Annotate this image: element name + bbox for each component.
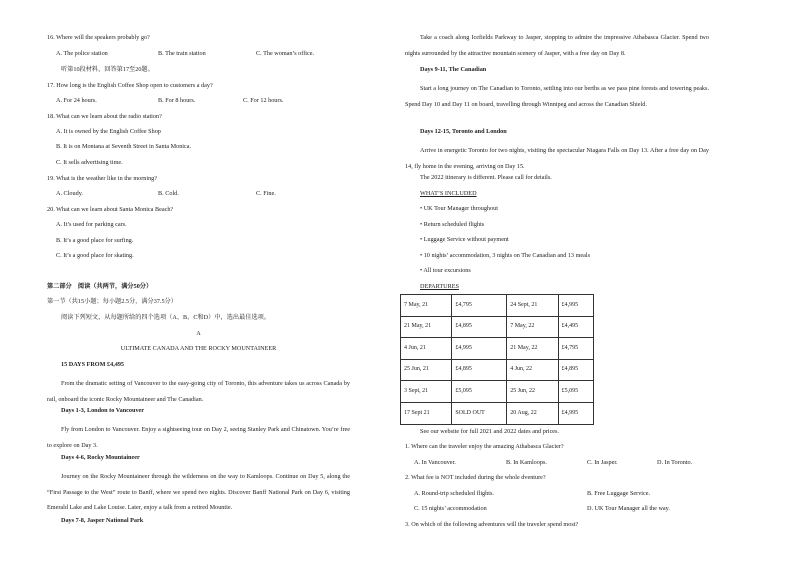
departure-date: 25 Jun, 22 bbox=[507, 381, 558, 403]
q18-option-a: A. It is owned by the English Coffee Shop bbox=[56, 128, 161, 135]
included-item: • Luggage Service without payment bbox=[420, 236, 509, 243]
included-item: • UK Tour Manager throughout bbox=[420, 205, 498, 212]
question-18: 18. What can we learn about the radio station? bbox=[47, 113, 162, 120]
website-note: See our website for full 2021 and 2022 dates and prices. bbox=[420, 428, 560, 435]
part-two-heading: 第二部分 阅读（共两节，满分50分） bbox=[47, 283, 153, 290]
q1-option-d: D. In Toronto. bbox=[657, 459, 693, 466]
table-row bbox=[401, 316, 594, 338]
table-row bbox=[401, 338, 594, 360]
question-20: 20. What can we learn about Santa Monica Beach? bbox=[47, 206, 174, 213]
departure-price: £4,495 bbox=[558, 316, 593, 338]
question-1: 1. Where can the traveler enjoy the amazing Athabasca Glacier? bbox=[405, 443, 564, 450]
table-row bbox=[401, 359, 594, 381]
days-from-price: 15 DAYS FROM £4,495 bbox=[61, 361, 125, 368]
q20-option-b: B. It’s a good place for surfing. bbox=[56, 237, 134, 244]
q16-option-b: B. The train station bbox=[158, 50, 206, 57]
departure-date: 17 Sept 21 bbox=[401, 402, 452, 424]
table-row bbox=[401, 381, 594, 403]
days-7-8-heading: Days 7-8, Jasper National Park bbox=[61, 517, 144, 524]
q19-option-b: B. Cold. bbox=[158, 190, 179, 197]
departure-price: £4,995 bbox=[558, 402, 593, 424]
days-1-3-paragraph: Fly from London to Vancouver. Enjoy a sightseeing tour on Day 2, seeing Stanley Park and Chinatown. You’re free to explore on Day 3. bbox=[47, 426, 350, 449]
departure-price: £4,895 bbox=[558, 359, 593, 381]
q1-option-b: B. In Kamloops. bbox=[506, 459, 547, 466]
departure-date: 20 Aug, 22 bbox=[507, 402, 558, 424]
passage-title: ULTIMATE CANADA AND THE ROCKY MOUNTAINEER bbox=[120, 345, 277, 352]
departure-price: £4,795 bbox=[452, 295, 507, 317]
itinerary-note: The 2022 itinerary is different. Please call for details. bbox=[420, 174, 552, 181]
q18-option-b: B. It is on Montana at Seventh Street in Santa Monica. bbox=[56, 143, 192, 150]
question-16: 16. Where will the speakers probably go? bbox=[47, 34, 150, 41]
table-row bbox=[401, 402, 594, 424]
departure-date: 7 May, 22 bbox=[507, 316, 558, 338]
days-4-6-heading: Days 4-6, Rocky Mountaineer bbox=[61, 454, 140, 461]
whats-included-heading: WHAT’S INCLUDED bbox=[420, 190, 477, 197]
days-12-15-paragraph: Arrive in energetic Toronto for two nights, visiting the spectacular Niagara Falls on Day 13. After a free day on Day 14, fly home in the evening, arriving on Day 15. bbox=[405, 147, 709, 170]
table-row bbox=[401, 295, 594, 317]
q17-option-c: C. For 12 hours. bbox=[243, 97, 284, 104]
q16-option-c: C. The woman’s office. bbox=[256, 50, 315, 57]
departure-price: SOLD OUT bbox=[452, 402, 507, 424]
q2-option-b: B. Free Luggage Service. bbox=[587, 490, 651, 497]
departure-date: 25 Jun, 21 bbox=[401, 359, 452, 381]
section-one-heading: 第一节（共15小题；每小题2.5分，满分37.5分） bbox=[47, 298, 177, 305]
departure-date: 3 Sept, 21 bbox=[401, 381, 452, 403]
q2-option-c: C. 15 nights’ accommodation bbox=[414, 505, 487, 512]
departure-date: 24 Sept, 21 bbox=[507, 295, 558, 317]
included-item: • All tour excursions bbox=[420, 267, 471, 274]
departure-date: 21 May, 21 bbox=[401, 316, 452, 338]
q19-option-c: C. Fine. bbox=[256, 190, 276, 197]
departure-price: £4,895 bbox=[452, 359, 507, 381]
question-19: 19. What is the weather like in the morning? bbox=[47, 175, 158, 182]
days-9-11-paragraph: Start a long journey on The Canadian to Toronto, settling into our berths as we pass pine forests and towering peaks. Spend Day 10 and Day 11 on board, travelling through Winnipeg and across the Canadian Shield. bbox=[405, 85, 709, 108]
departure-date: 4 Jun, 22 bbox=[507, 359, 558, 381]
listening-instruction: 听第10段材料，回答第17至20题。 bbox=[61, 66, 154, 73]
departure-price: £4,795 bbox=[558, 338, 593, 360]
departures-heading: DEPARTURES bbox=[420, 283, 459, 290]
q17-option-b: B. For 8 hours. bbox=[158, 97, 196, 104]
q20-option-a: A. It’s used for parking cars. bbox=[56, 221, 127, 228]
departure-price: £4,995 bbox=[452, 338, 507, 360]
reading-instruction: 阅读下列短文，从每题所给的四个选项（A、B、C和D）中，选出最佳选项。 bbox=[61, 314, 271, 321]
question-17: 17. How long is the English Coffee Shop open to customers a day? bbox=[47, 82, 213, 89]
q18-option-c: C. It sells advertising time. bbox=[56, 159, 123, 166]
days-7-8-paragraph: Take a coach along Icefields Parkway to Jasper, stopping to admire the impressive Athabasca Glacier. Spend two nights surrounded by the attractive mountain scenery of Jasper, with a free day on Day 8. bbox=[405, 34, 709, 57]
departure-date: 21 May, 22 bbox=[507, 338, 558, 360]
passage-letter: A bbox=[196, 330, 201, 337]
included-item: • 10 nights’ accommodation, 3 nights on The Canadian and 13 meals bbox=[420, 252, 590, 259]
q17-option-a: A. For 24 hours. bbox=[56, 97, 97, 104]
question-3: 3. On which of the following adventures will the traveler spend most? bbox=[405, 521, 579, 528]
q2-option-d: D. UK Tour Manager all the way. bbox=[587, 505, 670, 512]
days-12-15-heading: Days 12-15, Toronto and London bbox=[420, 128, 507, 135]
departures-table bbox=[400, 294, 594, 425]
q1-option-c: C. In Jasper. bbox=[587, 459, 618, 466]
days-9-11-heading: Days 9-11, The Canadian bbox=[420, 66, 487, 73]
departure-price: £5,095 bbox=[452, 381, 507, 403]
intro-paragraph: From the dramatic setting of Vancouver to the easy-going city of Toronto, this adventure takes us across Canada by rail, onboard the iconic Rocky Mountaineer and The Canadian. bbox=[47, 380, 350, 403]
departure-price: £5,095 bbox=[558, 381, 593, 403]
question-2: 2. What fee is NOT included during the whole dventure? bbox=[405, 474, 546, 481]
days-1-3-heading: Days 1-3, London to Vancouver bbox=[61, 407, 145, 414]
q19-option-a: A. Cloudy. bbox=[56, 190, 83, 197]
q16-option-a: A. The police station bbox=[56, 50, 108, 57]
departure-date: 7 May, 21 bbox=[401, 295, 452, 317]
departure-date: 4 Jun, 21 bbox=[401, 338, 452, 360]
q1-option-a: A. In Vancouver. bbox=[414, 459, 456, 466]
departure-price: £4,995 bbox=[558, 295, 593, 317]
days-4-6-paragraph: Journey on the Rocky Mountaineer through the wilderness on the way to Kamloops. Continue on Day 5, along the “First Passage to the West” route to Banff, where we spend two nights. Discover Banff National Park on Day 6, visiting Emerald Lake and Lake Louise. Later, enjoy a talk from a retired Mountie. bbox=[47, 473, 350, 511]
q2-option-a: A. Round-trip scheduled flights. bbox=[414, 490, 494, 497]
departure-price: £4,895 bbox=[452, 316, 507, 338]
q20-option-c: C. It’s a good place for skating. bbox=[56, 252, 134, 259]
included-item: • Return scheduled flights bbox=[420, 221, 485, 228]
